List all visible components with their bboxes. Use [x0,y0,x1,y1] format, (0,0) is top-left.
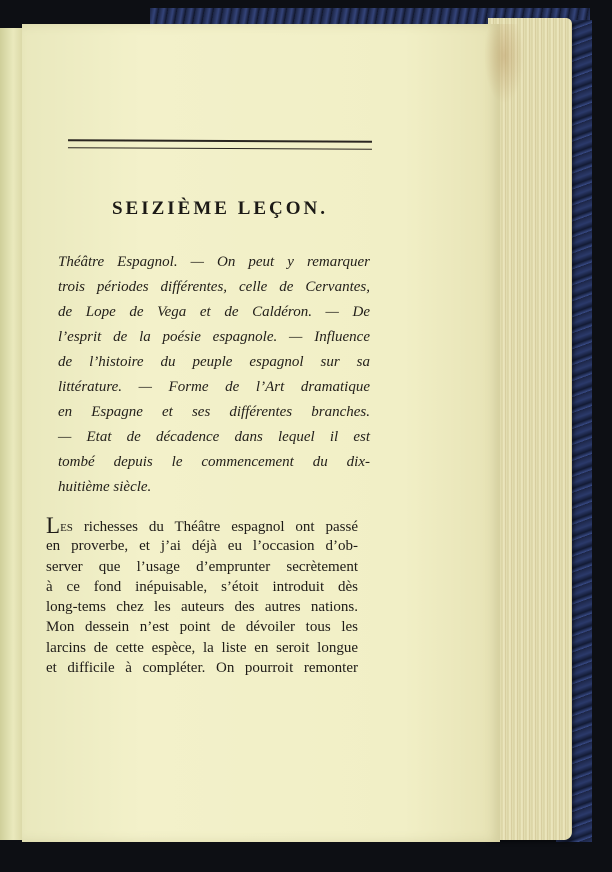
page-stain [484,24,524,104]
body-first-line [46,513,358,538]
page-stack-edge [488,18,572,840]
summary-line: trois périodes différentes, celle de Cervantes, [58,279,370,295]
body-line: à ce fond inépuisable, s’étoit introduit dès [46,578,358,595]
body-line: Mon dessein n’est point de dévoiler tous les [46,619,358,636]
summary-line: l’esprit de la poésie espagnole. — Influence [58,329,370,345]
summary-line: littérature. — Forme de l’Art dramatique [58,379,370,395]
summary-line: de Lope de Vega et de Caldéron. — De [58,304,370,320]
body-line: server que l’usage d’emprunter secrètement [46,558,358,575]
body-line: long-tems chez les auteurs des autres nations. [46,599,358,616]
summary-line: tombé depuis le commencement du dix- [58,454,370,470]
body-line: larcins de cette espèce, la liste en seroit longue [46,639,358,656]
body-line: et difficile à compléter. On pourroit remonter [46,660,358,677]
body-paragraph [46,513,358,678]
summary-line: en Espagne et ses différentes branches. [58,404,370,420]
drop-cap-continuation: es [60,519,73,535]
lesson-heading: SEIZIÈME LEÇON. [111,198,329,219]
header-rule [68,139,372,150]
summary-line: de l’histoire du peuple espagnol sur sa [58,354,370,370]
summary-line: — Etat de décadence dans lequel il est [58,429,370,445]
summary-line: huitième siècle. [58,479,152,495]
body-line: en proverbe, et j’ai déjà eu l’occasion d’ob- [46,538,358,555]
summary-line: Théâtre Espagnol. — On peut y remarquer [58,254,370,270]
drop-cap: L [46,513,61,538]
body-first-line-text: richesses du Théâtre espagnol ont passé [72,519,358,535]
chapter-summary [58,250,370,500]
